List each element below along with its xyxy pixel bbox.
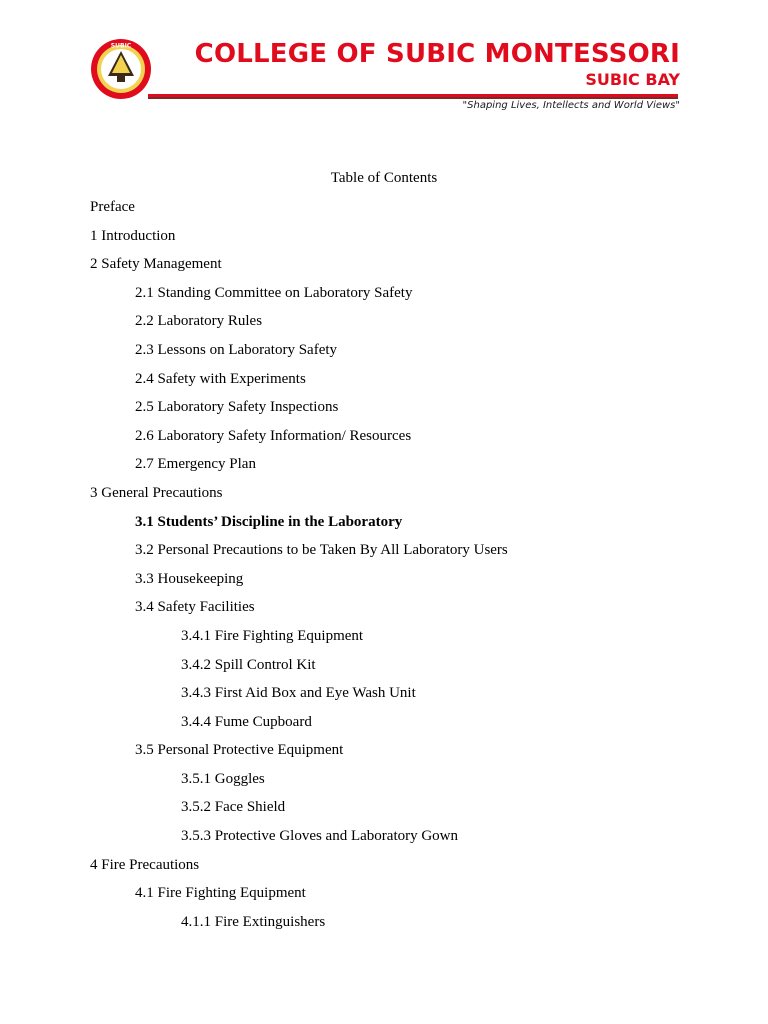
toc-entry: 3.2 Personal Precautions to be Taken By All Laboratory Users: [135, 542, 508, 559]
toc-entry: 4 Fire Precautions: [90, 856, 200, 873]
toc-entry: 3.4.2 Spill Control Kit: [181, 656, 316, 673]
toc-entry: 2.4 Safety with Experiments: [135, 370, 306, 387]
college-motto: "Shaping Lives, Intellects and World Views": [462, 100, 680, 111]
toc-entry: 3.5.1 Goggles: [181, 770, 265, 787]
toc-entry: 3.5.3 Protective Gloves and Laboratory Gown: [181, 828, 459, 845]
letterhead: [0, 0, 768, 120]
toc-entry: 3.4 Safety Facilities: [135, 599, 255, 616]
toc-entry: 4.1 Fire Fighting Equipment: [135, 885, 306, 902]
college-seal-logo: [90, 38, 152, 100]
toc-entry: 2 Safety Management: [90, 256, 222, 273]
toc-entry: 2.6 Laboratory Safety Information/ Resources: [135, 427, 412, 444]
seal-lettering: SUBIC: [110, 42, 132, 50]
toc-entry: 3.3 Housekeeping: [135, 570, 244, 587]
toc-entry: Preface: [90, 199, 135, 215]
toc-entry: 2.2 Laboratory Rules: [135, 313, 263, 330]
toc-entry: 3.4.3 First Aid Box and Eye Wash Unit: [181, 685, 416, 702]
toc-entry: 3.4.4 Fume Cupboard: [181, 713, 312, 730]
toc-entry: 2.5 Laboratory Safety Inspections: [135, 399, 339, 416]
toc-entry: 4.1.1 Fire Extinguishers: [181, 913, 326, 930]
toc-entry: 2.3 Lessons on Laboratory Safety: [135, 341, 338, 358]
toc-title: Table of Contents: [330, 170, 438, 186]
toc-entry: 3 General Precautions: [90, 484, 223, 501]
toc-entry: 3.1 Students’ Discipline in the Laboratory: [135, 513, 403, 530]
toc-entry: 2.7 Emergency Plan: [135, 456, 256, 473]
toc-entry: 3.5 Personal Protective Equipment: [135, 742, 344, 759]
toc-entry: 1 Introduction: [90, 227, 176, 244]
toc-entry: 3.4.1 Fire Fighting Equipment: [181, 627, 364, 644]
toc-entry: 3.5.2 Face Shield: [181, 799, 286, 816]
college-name: COLLEGE OF SUBIC MONTESSORI: [194, 39, 680, 69]
toc-entry: 2.1 Standing Committee on Laboratory Safety: [135, 284, 413, 301]
table-of-contents: [0, 196, 768, 939]
campus-name: SUBIC BAY: [585, 70, 680, 89]
